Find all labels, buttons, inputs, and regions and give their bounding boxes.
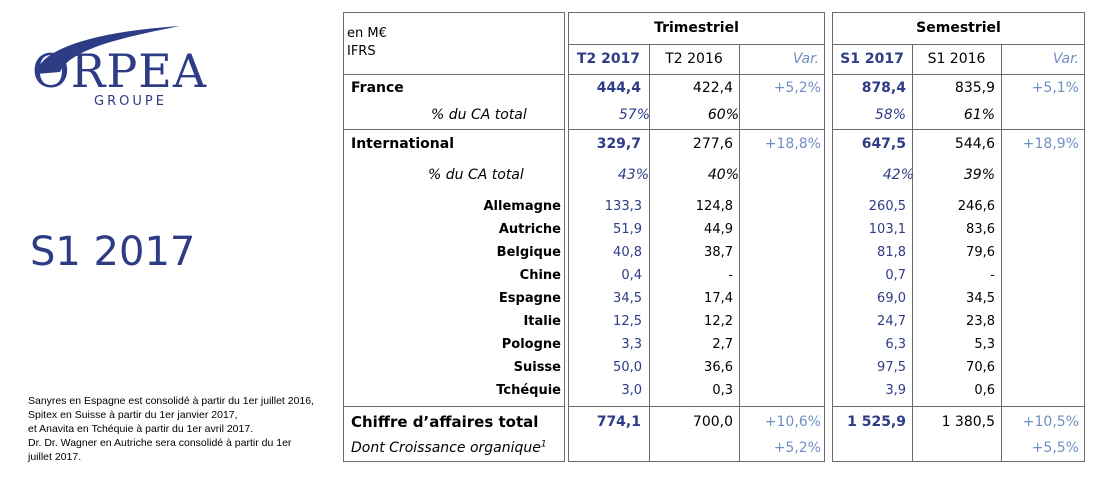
row-label-country: Italie [523, 314, 561, 329]
cell: 42% [882, 167, 914, 183]
cell: 69,0 [877, 291, 906, 306]
cell: 79,6 [966, 245, 995, 260]
cell: 51,9 [613, 222, 642, 237]
cell: 24,7 [877, 314, 906, 329]
cell: 774,1 [596, 414, 641, 430]
row-label-country: Tchéquie [496, 383, 561, 398]
row-label-international: International [351, 136, 455, 152]
cell: 0,4 [621, 268, 642, 283]
cell: 246,6 [957, 199, 995, 214]
row-label-country: Pologne [501, 337, 561, 352]
column-divider [739, 44, 740, 462]
footnote-marker: 1 [540, 439, 547, 450]
cell: 97,5 [877, 360, 906, 375]
cell: 444,4 [596, 80, 641, 96]
row-divider [832, 406, 1085, 407]
cell: 647,5 [861, 136, 906, 152]
standard-label: IFRS [347, 44, 376, 59]
header-divider [568, 44, 825, 45]
cell: 3,3 [621, 337, 642, 352]
cell: 61% [963, 107, 995, 123]
row-divider [568, 406, 825, 407]
cell: +5,5% [1031, 440, 1079, 456]
cell: - [990, 268, 995, 283]
cell: - [728, 268, 733, 283]
logo-subtitle: GROUPE [94, 94, 167, 109]
organic-label-text: Dont Croissance organique [351, 440, 541, 456]
cell: 878,4 [861, 80, 906, 96]
cell: 0,6 [974, 383, 995, 398]
row-label-country: Chine [519, 268, 561, 283]
col-header-s1-2016: S1 2016 [927, 51, 986, 67]
footnotes [28, 394, 338, 464]
cell: 70,6 [966, 360, 995, 375]
cell: 39% [963, 167, 995, 183]
col-header-var-s: Var. [1052, 51, 1079, 67]
row-divider [343, 74, 565, 75]
cell: 700,0 [692, 414, 733, 430]
cell: 260,5 [868, 199, 906, 214]
cell: 38,7 [704, 245, 733, 260]
row-divider [343, 129, 565, 130]
cell: 5,3 [974, 337, 995, 352]
cell: +5,2% [773, 440, 821, 456]
cell: 0,7 [885, 268, 906, 283]
cell: 3,0 [621, 383, 642, 398]
footnote-line: Sanyres en Espagne est consolidé à partir du 1er juillet 2016, [28, 395, 315, 407]
col-header-var-q: Var. [792, 51, 819, 67]
cell: 124,8 [695, 199, 733, 214]
cell: +10,5% [1022, 414, 1079, 430]
col-header-t2-2017: T2 2017 [576, 51, 641, 67]
cell: 133,3 [604, 199, 642, 214]
row-label-country: Autriche [498, 222, 561, 237]
cell: 34,5 [966, 291, 995, 306]
row-label-country: Espagne [498, 291, 561, 306]
cell: 36,6 [704, 360, 733, 375]
cell: 57% [618, 107, 650, 123]
col-header-t2-2016: T2 2016 [665, 51, 723, 67]
cell: 81,8 [877, 245, 906, 260]
cell: 23,8 [966, 314, 995, 329]
group-header-semester: Semestriel [916, 20, 1001, 36]
footnote-line: et Anavita en Tchéquie à partir du 1er avril 2017. [28, 423, 254, 435]
cell: 58% [874, 107, 906, 123]
row-label-france-share: % du CA total [431, 107, 527, 123]
cell: +5,1% [1031, 80, 1079, 96]
header-divider [832, 44, 1085, 45]
row-divider [343, 406, 565, 407]
cell: 1 380,5 [941, 414, 995, 430]
cell: 1 525,9 [847, 414, 906, 430]
cell: +18,8% [764, 136, 821, 152]
cell: 60% [707, 107, 739, 123]
row-label-country: Suisse [513, 360, 561, 375]
cell: +10,6% [764, 414, 821, 430]
logo-wordmark: ORPEA [32, 44, 208, 98]
row-label-country: Allemagne [483, 199, 561, 214]
cell: 0,3 [712, 383, 733, 398]
row-label-total: Chiffre d’affaires total [351, 413, 539, 431]
revenue-table [343, 12, 1085, 462]
cell: 34,5 [613, 291, 642, 306]
footnote-line: Spitex en Suisse à partir du 1er janvier 2017, [28, 409, 238, 421]
cell: 422,4 [692, 80, 733, 96]
period-title: S1 2017 [30, 229, 196, 275]
row-label-organic [351, 437, 547, 459]
cell: 17,4 [704, 291, 733, 306]
cell: 544,6 [954, 136, 995, 152]
cell: +18,9% [1022, 136, 1079, 152]
row-label-country: Belgique [496, 245, 561, 260]
row-label-france: France [351, 80, 404, 96]
cell: 43% [617, 167, 649, 183]
cell: 40,8 [613, 245, 642, 260]
footnote-line: Dr. Dr. Wagner en Autriche sera consolidé à partir du 1er [28, 437, 292, 449]
cell: 83,6 [966, 222, 995, 237]
row-divider [832, 129, 1085, 130]
cell: 835,9 [954, 80, 995, 96]
cell: +5,2% [773, 80, 821, 96]
cell: 44,9 [704, 222, 733, 237]
row-divider [568, 129, 825, 130]
footnote-line: juillet 2017. [28, 451, 82, 463]
cell: 277,6 [692, 136, 733, 152]
column-divider [1001, 44, 1002, 462]
col-header-s1-2017: S1 2017 [840, 51, 904, 67]
cell: 329,7 [596, 136, 641, 152]
cell: 3,9 [885, 383, 906, 398]
cell: 40% [707, 167, 739, 183]
cell: 103,1 [868, 222, 906, 237]
unit-label: en M€ [347, 26, 387, 41]
cell: 50,0 [613, 360, 642, 375]
group-header-quarterly: Trimestriel [654, 20, 739, 36]
cell: 12,2 [704, 314, 733, 329]
cell: 2,7 [712, 337, 733, 352]
cell: 6,3 [885, 337, 906, 352]
row-label-international-share: % du CA total [428, 167, 524, 183]
cell: 12,5 [613, 314, 642, 329]
row-divider [568, 74, 825, 75]
orpea-logo [30, 22, 220, 117]
row-divider [832, 74, 1085, 75]
